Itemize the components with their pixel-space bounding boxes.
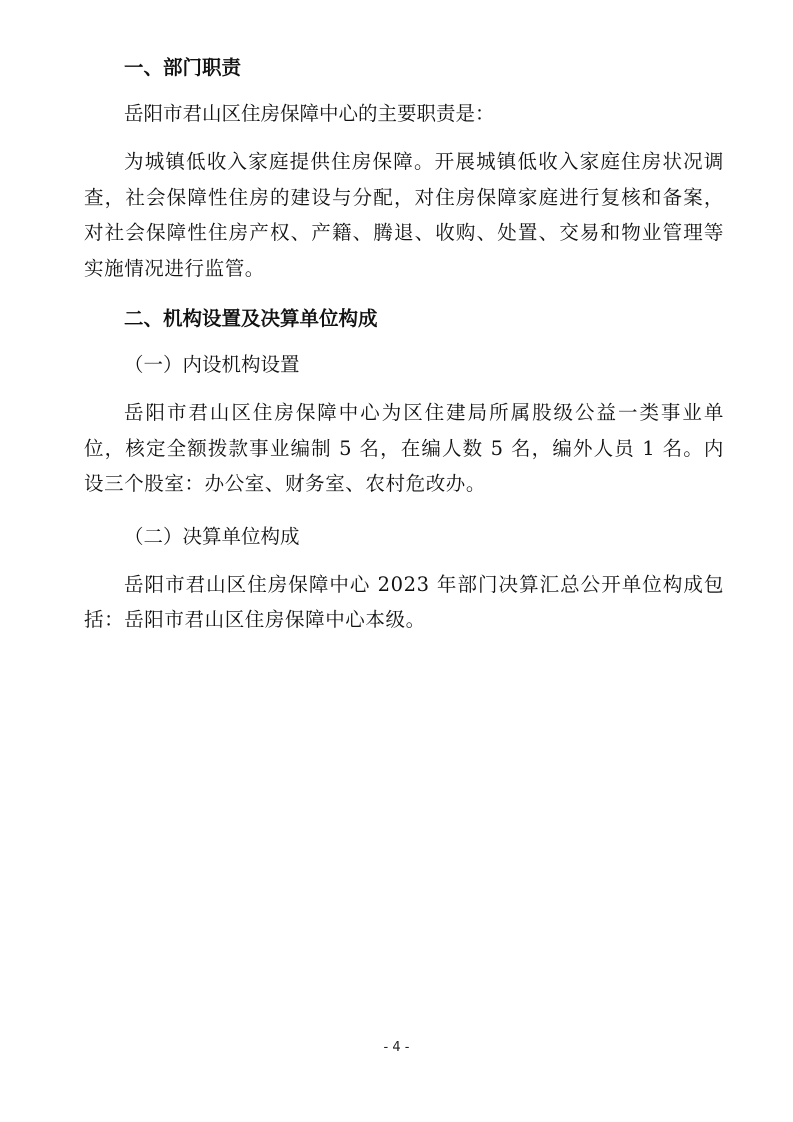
subsection-title-accounting-units: （二）决算单位构成 xyxy=(124,524,300,548)
duties-body: 为城镇低收入家庭提供住房保障。开展城镇低收入家庭住房状况调查，社会保障性住房的建设与分配，对住房保障家庭进行复核和备案，对社会保障性住房产权、产籍、腾退、收购、处置、交易和物业管理等实施情况进行监管。 xyxy=(84,150,724,280)
section-heading-organization: 二、机构设置及决算单位构成 xyxy=(124,307,378,330)
duties-intro: 岳阳市君山区住房保障中心的主要职责是： xyxy=(124,102,495,125)
document-body xyxy=(84,52,724,638)
subsection-title-internal-structure: （一）内设机构设置 xyxy=(124,353,300,376)
internal-structure-body: 岳阳市君山区住房保障中心为区住建局所属股级公益一类事业单位，核定全额拨款事业编制 5 名，在编人数 5 名，编外人员 1 名。内设三个股室：办公室、财务室、农村危改办。 xyxy=(84,401,724,495)
section-heading-department-duties: 一、部门职责 xyxy=(124,56,242,79)
accounting-units-body: 岳阳市君山区住房保障中心 2023 年部门决算汇总公开单位构成包括：岳阳市君山区住房保障中心本级。 xyxy=(84,572,724,631)
page-number: - 4 - xyxy=(383,1040,410,1055)
